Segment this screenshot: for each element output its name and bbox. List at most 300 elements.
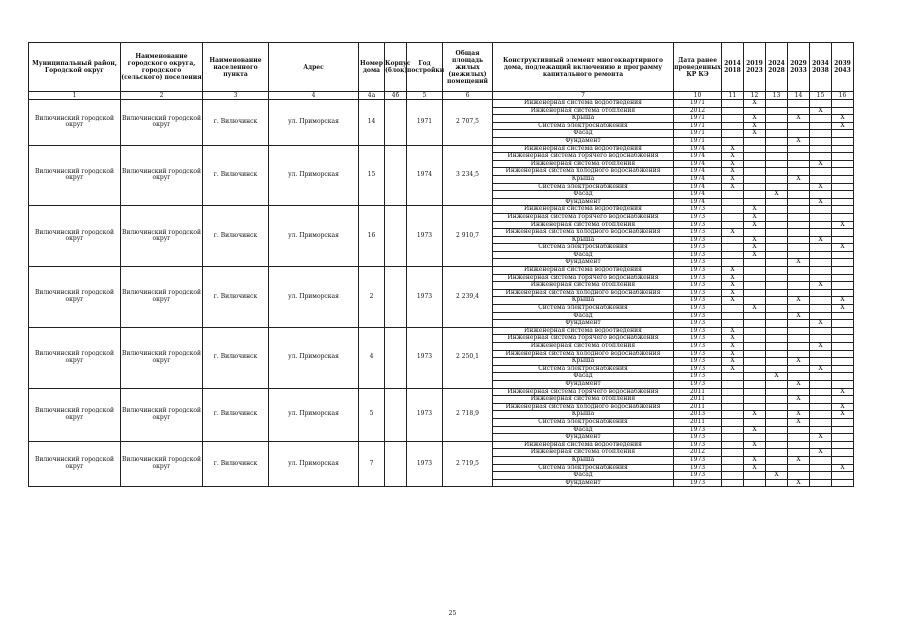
period-mark-cell [744,183,766,191]
previous-repair-date-cell: 1973 [674,426,722,434]
structural-element-cell: Инженерная система горячего водоснабжения [493,274,674,282]
year-built-cell: 1973 [407,441,443,487]
period-mark-cell [788,191,810,199]
period-mark-cell: X [744,221,766,229]
period-mark-cell [722,191,744,199]
column-number: 13 [766,92,788,100]
column-number: 12 [744,92,766,100]
district-cell: Вилючинский городской округ [29,327,121,388]
period-mark-cell [722,441,744,449]
period-mark-cell [766,107,788,115]
period-mark-cell [832,267,854,275]
period-mark-cell [788,229,810,237]
period-mark-cell [788,274,810,282]
period-mark-cell [810,213,832,221]
period-mark-cell [722,251,744,259]
period-mark-cell [832,168,854,176]
period-mark-cell [788,343,810,351]
period-mark-cell [722,464,744,472]
period-mark-cell [788,327,810,335]
area-cell: 2 239,4 [443,267,493,328]
column-number: 15 [810,92,832,100]
period-mark-cell: X [832,388,854,396]
header-row [29,43,854,92]
period-mark-cell [810,289,832,297]
period-mark-cell: X [722,335,744,343]
period-mark-cell [788,305,810,313]
period-mark-cell [832,434,854,442]
period-mark-cell: X [810,282,832,290]
house-number-cell: 16 [359,206,385,267]
period-mark-cell: X [788,358,810,366]
period-mark-cell [788,183,810,191]
period-mark-cell: X [810,160,832,168]
area-cell: 2 910,7 [443,206,493,267]
period-mark-cell: X [788,137,810,145]
period-mark-cell: X [832,305,854,313]
district-cell: Вилючинский городской округ [29,100,121,146]
period-mark-cell: X [744,464,766,472]
period-mark-cell [832,358,854,366]
period-mark-cell [722,198,744,206]
period-mark-cell [810,259,832,267]
previous-repair-date-cell: 2011 [674,388,722,396]
period-mark-cell: X [832,403,854,411]
previous-repair-date-cell: 1971 [674,100,722,108]
year-built-cell: 1971 [407,100,443,146]
period-mark-cell: X [810,198,832,206]
previous-repair-date-cell: 2011 [674,418,722,426]
structural-element-cell: Фундамент [493,380,674,388]
period-mark-cell: X [832,122,854,130]
header-period-2024-2028: 2024 2028 [766,43,788,92]
previous-repair-date-cell: 1974 [674,191,722,199]
period-mark-cell [744,274,766,282]
period-mark-cell [766,343,788,351]
capital-repair-table [28,42,854,487]
period-mark-cell [810,350,832,358]
structural-element-cell: Инженерная система горячего водоснабжения [493,388,674,396]
structural-element-cell: Инженерная система водоотведения [493,206,674,214]
structural-element-cell: Инженерная система холодного водоснабжения [493,403,674,411]
previous-repair-date-cell: 2013 [674,411,722,419]
period-mark-cell [744,358,766,366]
period-mark-cell [722,115,744,123]
column-number: 2 [121,92,203,100]
period-mark-cell [832,418,854,426]
locality-cell: г. Вилючинск [203,388,269,441]
period-mark-cell [722,418,744,426]
column-number: 4 [269,92,359,100]
previous-repair-date-cell: 1973 [674,365,722,373]
structural-element-cell: Крыша [493,175,674,183]
period-mark-cell [832,373,854,381]
previous-repair-date-cell: 1973 [674,464,722,472]
period-mark-cell: X [744,100,766,108]
locality-cell: г. Вилючинск [203,206,269,267]
column-number: 6 [443,92,493,100]
period-mark-cell [766,145,788,153]
structural-element-cell: Система электроснабжения [493,365,674,373]
period-mark-cell [744,175,766,183]
previous-repair-date-cell: 1971 [674,122,722,130]
previous-repair-date-cell: 1973 [674,251,722,259]
building-cell [385,388,407,441]
period-mark-cell [766,320,788,328]
previous-repair-date-cell: 1974 [674,160,722,168]
period-mark-cell: X [788,115,810,123]
period-mark-cell: X [788,396,810,404]
period-mark-cell [766,426,788,434]
period-mark-cell: X [766,472,788,480]
period-mark-cell: X [722,343,744,351]
period-mark-cell [744,160,766,168]
structural-element-cell: Система электроснабжения [493,244,674,252]
period-mark-cell [788,213,810,221]
period-mark-cell [810,206,832,214]
previous-repair-date-cell: 1974 [674,145,722,153]
period-mark-cell [766,289,788,297]
period-mark-cell [722,388,744,396]
previous-repair-date-cell: 1973 [674,380,722,388]
period-mark-cell [832,380,854,388]
period-mark-cell [788,434,810,442]
period-mark-cell [744,380,766,388]
period-mark-cell [810,221,832,229]
area-cell: 2 250,1 [443,327,493,388]
table-body [29,100,854,487]
previous-repair-date-cell: 1974 [674,183,722,191]
settlement-cell: Вилючинский городской округ [121,441,203,487]
period-mark-cell [722,434,744,442]
header-period-2019-2023: 2019 2023 [744,43,766,92]
period-mark-cell [832,251,854,259]
period-mark-cell: X [722,160,744,168]
structural-element-cell: Фасад [493,312,674,320]
period-mark-cell [744,396,766,404]
structural-element-cell: Фасад [493,472,674,480]
previous-repair-date-cell: 2012 [674,449,722,457]
period-mark-cell [722,137,744,145]
period-mark-cell [722,130,744,138]
period-mark-cell [766,221,788,229]
locality-cell: г. Вилючинск [203,100,269,146]
period-mark-cell [832,479,854,487]
period-mark-cell: X [744,305,766,313]
previous-repair-date-cell: 1973 [674,229,722,237]
locality-cell: г. Вилючинск [203,145,269,206]
period-mark-cell [788,153,810,161]
period-mark-cell: X [788,297,810,305]
period-mark-cell: X [722,274,744,282]
house-number-cell: 4 [359,327,385,388]
period-mark-cell [766,434,788,442]
period-mark-cell: X [766,191,788,199]
column-number: 11 [722,92,744,100]
period-mark-cell [744,267,766,275]
period-mark-cell [722,122,744,130]
period-mark-cell: X [810,449,832,457]
period-mark-cell [788,100,810,108]
period-mark-cell [832,175,854,183]
structural-element-cell: Инженерная система водоотведения [493,441,674,449]
period-mark-cell [810,464,832,472]
previous-repair-date-cell: 1973 [674,305,722,313]
period-mark-cell [766,305,788,313]
period-mark-cell [810,175,832,183]
period-mark-cell [788,122,810,130]
address-cell: ул. Приморская [269,441,359,487]
period-mark-cell: X [788,380,810,388]
period-mark-cell [744,365,766,373]
period-mark-cell [810,327,832,335]
period-mark-cell: X [810,183,832,191]
period-mark-cell: X [722,145,744,153]
locality-cell: г. Вилючинск [203,327,269,388]
period-mark-cell [832,312,854,320]
previous-repair-date-cell: 1974 [674,175,722,183]
period-mark-cell [744,350,766,358]
year-built-cell: 1973 [407,267,443,328]
period-mark-cell [810,305,832,313]
column-number: 4а [359,92,385,100]
period-mark-cell [766,229,788,237]
period-mark-cell: X [810,320,832,328]
period-mark-cell: X [788,312,810,320]
period-mark-cell: X [744,122,766,130]
period-mark-cell [766,418,788,426]
period-mark-cell [832,456,854,464]
period-mark-cell [832,137,854,145]
structural-element-cell: Инженерная система водоотведения [493,145,674,153]
area-cell: 2 719,5 [443,441,493,487]
period-mark-cell [766,244,788,252]
period-mark-cell [832,191,854,199]
previous-repair-date-cell: 1971 [674,115,722,123]
period-mark-cell [766,335,788,343]
period-mark-cell [766,327,788,335]
period-mark-cell [766,236,788,244]
header-period-2014-2018: 2014 2018 [722,43,744,92]
previous-repair-date-cell: 1974 [674,198,722,206]
structural-element-cell: Крыша [493,236,674,244]
previous-repair-date-cell: 1973 [674,472,722,480]
period-mark-cell [810,297,832,305]
period-mark-cell [766,396,788,404]
period-mark-cell [744,191,766,199]
period-mark-cell [810,396,832,404]
period-mark-cell [810,115,832,123]
previous-repair-date-cell: 1973 [674,312,722,320]
settlement-cell: Вилючинский городской округ [121,145,203,206]
previous-repair-date-cell: 1974 [674,168,722,176]
period-mark-cell [810,456,832,464]
period-mark-cell [722,403,744,411]
structural-element-cell: Инженерная система горячего водоснабжения [493,335,674,343]
header-year-built: Год постройки [407,43,443,92]
period-mark-cell: X [722,350,744,358]
previous-repair-date-cell: 2012 [674,107,722,115]
period-mark-cell [810,100,832,108]
structural-element-cell: Фундамент [493,434,674,442]
structural-element-cell: Инженерная система отопления [493,343,674,351]
period-mark-cell [788,244,810,252]
period-mark-cell [766,449,788,457]
locality-cell: г. Вилючинск [203,441,269,487]
period-mark-cell: X [722,229,744,237]
district-cell: Вилючинский городской округ [29,441,121,487]
structural-element-cell: Крыша [493,411,674,419]
period-mark-cell [722,449,744,457]
period-mark-cell: X [744,426,766,434]
structural-element-cell: Инженерная система отопления [493,160,674,168]
period-mark-cell [766,456,788,464]
column-number: 7 [493,92,674,100]
table-row [29,100,854,108]
period-mark-cell [722,206,744,214]
period-mark-cell [788,267,810,275]
period-mark-cell [810,251,832,259]
period-mark-cell [766,122,788,130]
period-mark-cell: X [744,115,766,123]
column-number: 5 [407,92,443,100]
header-period-2034-2038: 2034 2038 [810,43,832,92]
address-cell: ул. Приморская [269,145,359,206]
structural-element-cell: Крыша [493,358,674,366]
period-mark-cell [744,168,766,176]
building-cell [385,100,407,146]
previous-repair-date-cell: 1974 [674,153,722,161]
period-mark-cell [722,305,744,313]
previous-repair-date-cell: 1973 [674,244,722,252]
column-number: 16 [832,92,854,100]
settlement-cell: Вилючинский городской округ [121,327,203,388]
period-mark-cell: X [810,365,832,373]
period-mark-cell [810,479,832,487]
period-mark-cell: X [722,175,744,183]
year-built-cell: 1974 [407,145,443,206]
previous-repair-date-cell: 1973 [674,434,722,442]
period-mark-cell [832,426,854,434]
column-number: 4б [385,92,407,100]
house-number-cell: 14 [359,100,385,146]
period-mark-cell [744,472,766,480]
previous-repair-date-cell: 1973 [674,221,722,229]
area-cell: 2 718,9 [443,388,493,441]
structural-element-cell: Инженерная система отопления [493,221,674,229]
period-mark-cell: X [722,153,744,161]
period-mark-cell: X [744,251,766,259]
header-period-2029-2033: 2029 2033 [788,43,810,92]
period-mark-cell [788,441,810,449]
previous-repair-date-cell: 1973 [674,343,722,351]
house-number-cell: 5 [359,388,385,441]
period-mark-cell [766,411,788,419]
period-mark-cell [788,320,810,328]
period-mark-cell [766,213,788,221]
period-mark-cell: X [788,411,810,419]
previous-repair-date-cell: 1973 [674,282,722,290]
period-mark-cell [788,145,810,153]
structural-element-cell: Фасад [493,426,674,434]
period-mark-cell [832,206,854,214]
period-mark-cell [766,259,788,267]
period-mark-cell [788,221,810,229]
header-structural-element: Конструктивный элемент многоквартирного дома, подлежащий включению в программу капитального ремонта [493,43,674,92]
previous-repair-date-cell: 1973 [674,206,722,214]
period-mark-cell: X [832,464,854,472]
period-mark-cell [788,464,810,472]
period-mark-cell: X [810,236,832,244]
previous-repair-date-cell: 1971 [674,137,722,145]
period-mark-cell [832,365,854,373]
structural-element-cell: Инженерная система горячего водоснабжения [493,153,674,161]
previous-repair-date-cell: 1973 [674,327,722,335]
header-building: Корпус (блок) [385,43,407,92]
period-mark-cell [744,388,766,396]
period-mark-cell [832,449,854,457]
structural-element-cell: Фундамент [493,479,674,487]
previous-repair-date-cell: 1973 [674,297,722,305]
period-mark-cell [832,213,854,221]
address-cell: ул. Приморская [269,388,359,441]
period-mark-cell [722,236,744,244]
period-mark-cell: X [722,168,744,176]
previous-repair-date-cell: 1973 [674,320,722,328]
building-cell [385,145,407,206]
period-mark-cell [810,472,832,480]
page-number: 25 [448,610,457,617]
period-mark-cell [766,350,788,358]
period-mark-cell [788,198,810,206]
period-mark-cell [766,282,788,290]
period-mark-cell [766,251,788,259]
structural-element-cell: Фасад [493,191,674,199]
period-mark-cell [788,335,810,343]
period-mark-cell [766,168,788,176]
district-cell: Вилючинский городской округ [29,206,121,267]
period-mark-cell [832,198,854,206]
settlement-cell: Вилючинский городской округ [121,388,203,441]
period-mark-cell [832,441,854,449]
previous-repair-date-cell: 1973 [674,335,722,343]
structural-element-cell: Крыша [493,115,674,123]
period-mark-cell [832,100,854,108]
period-mark-cell [810,145,832,153]
header-district: Муниципальный район, Городской округ [29,43,121,92]
structural-element-cell: Инженерная система холодного водоснабжения [493,350,674,358]
structural-element-cell: Фасад [493,373,674,381]
structural-element-cell: Инженерная система водоотведения [493,267,674,275]
period-mark-cell [722,411,744,419]
period-mark-cell [832,153,854,161]
period-mark-cell [744,312,766,320]
period-mark-cell [788,426,810,434]
period-mark-cell [788,236,810,244]
period-mark-cell: X [722,358,744,366]
period-mark-cell [832,335,854,343]
district-cell: Вилючинский городской округ [29,267,121,328]
period-mark-cell [722,107,744,115]
area-cell: 3 234,5 [443,145,493,206]
period-mark-cell [810,168,832,176]
period-mark-cell [766,100,788,108]
structural-element-cell: Система электроснабжения [493,305,674,313]
period-mark-cell [766,115,788,123]
period-mark-cell [766,267,788,275]
period-mark-cell [832,343,854,351]
house-number-cell: 2 [359,267,385,328]
